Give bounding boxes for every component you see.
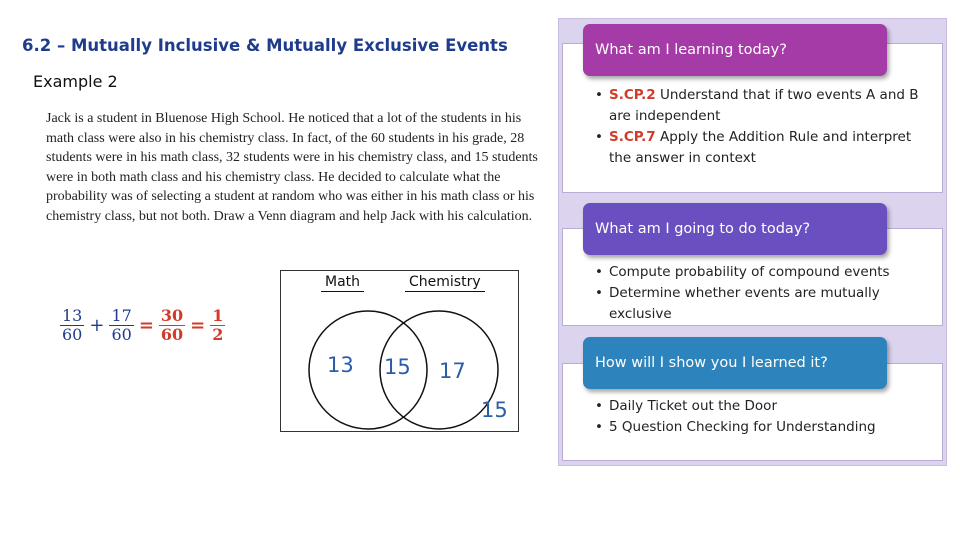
list-item: • Determine whether events are mutually exclusive: [595, 283, 934, 325]
learning-list: [595, 85, 934, 169]
learning-heading: What am I learning today?: [583, 24, 887, 76]
assessment-heading: How will I show you I learned it?: [583, 337, 887, 389]
fraction-numerator: 13: [62, 306, 83, 325]
fraction-17-60: [109, 307, 133, 344]
activities-list: [595, 262, 934, 325]
slide-title: 6.2 – Mutually Inclusive & Mutually Exclusive Events: [22, 36, 508, 55]
fraction-13-60: [60, 307, 84, 344]
list-item: [595, 85, 934, 127]
fraction-1-2: [210, 307, 225, 344]
list-item: • Compute probability of compound events: [595, 262, 934, 283]
intersection-count: 15: [384, 355, 411, 379]
fraction-denominator: 60: [111, 325, 132, 344]
standard-text: Apply the Addition Rule and interpret the answer in context: [609, 129, 912, 166]
math-label: Math: [321, 273, 364, 292]
list-item: • 5 Question Checking for Understanding: [595, 417, 934, 438]
activities-heading: What am I going to do today?: [583, 203, 887, 255]
equals-sign: =: [138, 315, 154, 336]
standard-code: S.CP.7: [609, 129, 656, 145]
fraction-30-60: [159, 307, 185, 344]
fraction-denominator: 2: [212, 325, 224, 344]
venn-diagram: [280, 270, 519, 432]
list-item: [595, 127, 934, 169]
neither-count: 15: [481, 398, 508, 422]
math-only-count: 13: [327, 353, 354, 377]
fraction-denominator: 60: [160, 325, 184, 344]
example-label: Example 2: [33, 72, 118, 91]
list-item: • Daily Ticket out the Door: [595, 396, 934, 417]
chemistry-only-count: 17: [439, 359, 466, 383]
fraction-numerator: 17: [111, 306, 132, 325]
chemistry-label: Chemistry: [405, 273, 485, 292]
standard-text: Understand that if two events A and B are independent: [609, 87, 919, 124]
standard-code: S.CP.2: [609, 87, 656, 103]
plus-sign: +: [89, 315, 105, 336]
objectives-panel: [558, 18, 947, 466]
problem-text: Jack is a student in Bluenose High School. He noticed that a lot of the students in his math class were also in his chemistry class. In fact, of the 60 students in his grade, 28 students were in his math class, 32 students were in his chemistry class, and 15 students were in both math class and his chemistry class. He decided to calculate what the probability was of selecting a student at random who was either in his math class or his chemistry class, but not both. Draw a Venn diagram and help Jack with his calculation.: [46, 111, 538, 224]
equals-sign: =: [190, 315, 206, 336]
assessment-list: [595, 396, 934, 438]
probability-equation: [60, 307, 225, 344]
fraction-numerator: 1: [212, 306, 224, 325]
fraction-numerator: 30: [160, 306, 184, 325]
fraction-denominator: 60: [62, 325, 83, 344]
